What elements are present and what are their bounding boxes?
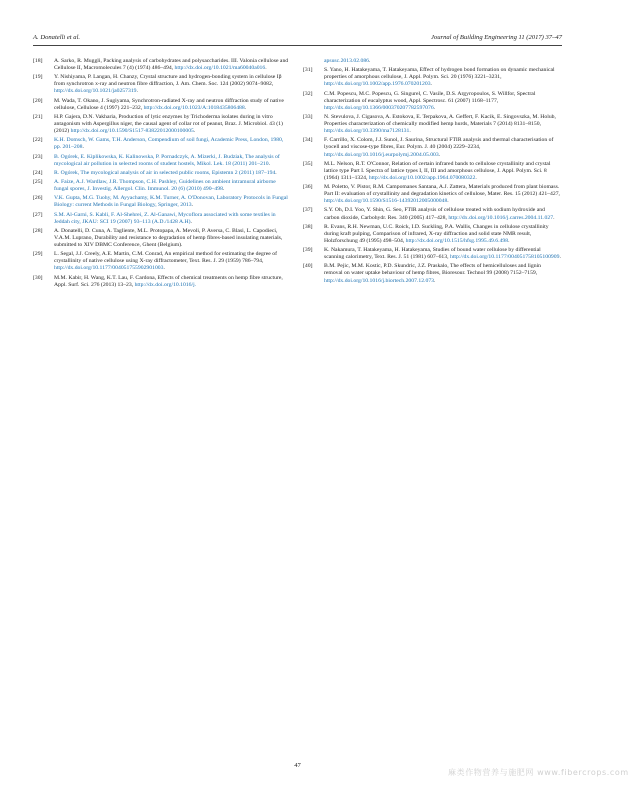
reference-doi-link[interactable]: http://dx.doi.org/10.1016/j. — [134, 281, 197, 288]
reference-number: [28] — [33, 227, 43, 234]
reference-tail: . — [430, 81, 432, 88]
reference-number: [36] — [303, 184, 313, 191]
reference-doi-link[interactable]: http://dx.doi.org/10.1021/ma60040a016 — [174, 65, 266, 72]
reference-doi-link[interactable]: S.M. Al-Garni, S. Kabli, F. Al-Shehrei, Z. Al-Ganawi, Mycoflora associated with some textiles in Jeddah city, JKAU: SCI 19 (2007) 93–113 (A.D./1428 A.H) — [54, 211, 276, 225]
reference-entry — [303, 91, 561, 112]
reference-number: [30] — [33, 274, 43, 281]
reference-text: M. Wada, T. Okano, J. Sugiyama, Synchrotron-radiated X-ray and neutron diffraction study of native cellulose, Cellulose 4 (1997) 221–232, — [54, 97, 284, 111]
reference-number: [26] — [33, 195, 43, 202]
reference-doi-link[interactable]: http://dx.doi.org/10.1366/000370207782597076 — [324, 104, 434, 111]
header-authors: A. Donatelli et al. — [33, 34, 81, 41]
reference-doi-link[interactable]: http://dx.doi.org/10.3390/ma7128131 — [324, 128, 410, 135]
reference-tail: . — [434, 277, 436, 284]
reference-entry — [33, 251, 291, 272]
reference-number: [33] — [303, 113, 313, 120]
reference-entry — [303, 67, 561, 88]
reference-tail: . — [222, 186, 225, 193]
reference-number: [23] — [33, 153, 43, 160]
reference-tail: . — [191, 202, 194, 209]
reference-tail: . — [369, 58, 371, 64]
reference-text: M.L. Nelson, R.T. O'Connor, Relation of certain infrared bands to cellulose crystallinity and crystal lattice type Part I. Spectra of lattice types I, II, III and amorphous cellulose, J. Appl. Polym. Sci. 8 (1964) 1311–1324, — [324, 160, 551, 181]
header-journal: Journal of Building Engineering 11 (2017) 37–47 — [430, 34, 562, 41]
reference-entry — [303, 224, 561, 245]
reference-entry — [33, 228, 291, 249]
reference-entry — [33, 114, 291, 135]
reference-entry — [303, 184, 561, 205]
reference-number: [18] — [33, 58, 43, 64]
reference-entry — [33, 179, 291, 193]
reference-tail: . — [244, 104, 247, 111]
reference-number: [21] — [33, 113, 43, 120]
reference-tail: . — [265, 65, 267, 72]
reference-entry — [303, 58, 561, 65]
reference-doi-link[interactable]: http://dx.doi.org/10.1002/app.1964.070080322 — [368, 174, 476, 181]
reference-text: S.Y. Oh, D.I. Yoo, Y. Shin, G. Seo, FTIR analysis of cellulose treated with sodium hydroxide and carbon dioxide, Carbohydr. Res. 340 (2005) 417–428, — [324, 207, 545, 221]
reference-tail: . — [163, 265, 165, 272]
reference-entry — [303, 137, 561, 158]
reference-number: [31] — [303, 67, 313, 74]
reference-text: S. Yano, H. Hatakeyama, T. Hatakeyama, Effect of hydrogen bond formation on dynamic mechanical properties of amorphous cellulose, J. Appl. Polym. Sci. 20 (1976) 3221–3231, — [324, 67, 555, 81]
reference-doi-link[interactable]: R. Ogórek, The mycological analysis of air in selected public rooms, Epistemn 2 (2011) 187–194 — [54, 169, 276, 176]
reference-doi-link[interactable]: A. Faize, A.J. Wardlaw, J.R. Thompson, C.H. Pashley, Guidelines on ambient intramural airborne fungal spores, J. Investig. Allergol. Clin. Immunol. 20 (6) (2010) 490–498 — [54, 179, 276, 193]
header-rule — [33, 45, 562, 46]
reference-number: [34] — [303, 137, 313, 144]
reference-tail: . — [508, 237, 510, 244]
reference-doi-link[interactable]: http://dx.doi.org/10.1177/004051755902901003 — [54, 265, 164, 272]
reference-tail: . — [438, 151, 441, 158]
reference-entry — [33, 98, 291, 112]
reference-text: M.M. Kabir, H. Wang, K.T. Lau, F. Cardona, Effects of chemical treatments on hemp fibre structure, Appl. Surf. Sci. 276 (2013) 13–23, — [54, 274, 283, 288]
reference-doi-link[interactable]: http://dx.doi.org/10.1177/004051758105100909 — [449, 254, 560, 261]
reference-number: [35] — [303, 160, 313, 167]
reference-entry — [33, 74, 291, 95]
reference-number: [29] — [33, 251, 43, 258]
reference-entry — [303, 114, 561, 135]
reference-tail: . — [475, 174, 477, 181]
reference-tail: . — [433, 104, 436, 111]
reference-text: A. Donatelli, D. Cuna, A. Tagliente, M.L. Protopapa, A. Mevoli, P. Aversa, C. Blasi, L. Capodieci, V.A.M. Luprano, Durability and resistance to degradation of hemp fibres-based insulating materials, submitted to XIV DBMC Conference, Ghent (Belgium). — [54, 227, 283, 249]
reference-text: K. Nakamura, T. Hatakeyama, H. Hatakeyama, Studies of bound water cellulose by differential scanning calorimetry, Text. Res. J. 51 (1981) 607–613, — [324, 247, 541, 261]
reference-entry — [303, 207, 561, 221]
reference-number: [19] — [33, 74, 43, 81]
reference-text: M. Poletto, V. Pistor, R.M. Campomanes Santana, A.J. Zattera, Materials produced from plant biomass. Part II: evaluation of crystallinity and degradation kinetics of cellulose, Mater. Res. 15 (2012) 421–427, — [324, 184, 560, 198]
reference-tail: . — [447, 198, 449, 205]
reference-entry — [303, 263, 561, 284]
reference-doi-link[interactable]: http://dx.doi.org/10.1515/hfsg.1995.49.6.498 — [405, 237, 509, 244]
reference-entry — [33, 212, 291, 226]
reference-doi-link[interactable]: K.H. Domsch, W. Gams, T.H. Anderson, Compendium of soil fungi, Academic Press, London, 1980, pp. 201–208 — [54, 137, 284, 151]
reference-doi-link[interactable]: apsusc.2013.02.086 — [324, 58, 370, 64]
reference-entry — [33, 137, 291, 151]
reference-tail: . — [193, 128, 196, 135]
reference-number: [40] — [303, 263, 313, 270]
reference-tail: . — [275, 169, 277, 176]
reference-text: Y. Nishiyama, P. Langan, H. Chanzy, Crystal structure and hydrogen-bonding system in cellulose Iβ from synchrotron x-ray and neutron fibre diffraction, J. Am. Chem. Soc. 124 (2002) 9074–9082, — [54, 74, 282, 88]
reference-tail: . — [190, 218, 192, 225]
reference-entry — [33, 58, 291, 72]
reference-number: [25] — [33, 179, 43, 186]
reference-tail: . — [559, 254, 561, 261]
reference-entry — [33, 195, 291, 209]
references-right-column — [303, 58, 561, 287]
reference-number: [24] — [33, 169, 43, 176]
reference-doi-link[interactable]: http://dx.doi.org/10.1002/app.1976.070201203 — [324, 81, 431, 88]
reference-text: A. Sarko, R. Muggli, Packing analysis of carbohydrates and polysaccharides. III. Valonia cellulose and Cellulose II, Macromolecules 7 (4) (1974) 486–494, — [54, 58, 289, 72]
reference-tail: . — [268, 160, 271, 167]
reference-number: [38] — [303, 223, 313, 230]
reference-doi-link[interactable]: http://dx.doi.org/10.1590/S1517-83822012000100005 — [70, 128, 194, 135]
reference-number: [20] — [33, 97, 43, 104]
reference-text: N. Stevulova, J. Cigasova, A. Estokova, E. Terpakova, A. Geffert, F. Kacik, E. Singovszka, M. Holub, Properties characterization of chemically modified hemp hurds, Materials 7 (2014) 8131–8150, — [324, 113, 556, 128]
reference-doi-link[interactable]: http://dx.doi.org/10.1016/j.biortech.2007.12.073 — [324, 277, 435, 284]
reference-text: C.M. Popescu, M.C. Popescu, G. Singurel, C. Vasile, D.S. Argyropoulos, S. Willfor, Spectral characterization of eucalyptus wood, Appl. Spectrosc. 61 (2007) 1168–1177, — [324, 90, 536, 104]
reference-tail: . — [136, 88, 138, 95]
reference-doi-link[interactable]: B. Ogórek, E. Kiplikowska, K. Kalinowska, P. Pornadczyk, A. Mizerki, J. Budziak, The analysis of mycological air pollution in selected rooms of student hostels, Mikol. Lek. 18 (2011) 201–210 — [54, 153, 280, 167]
reference-tail: . — [553, 214, 555, 221]
reference-entry — [33, 275, 291, 289]
reference-doi-link[interactable]: V.K. Gupta, M.G. Tuohy, M. Ayyachamy, K.M. Turner, A. O'Donovan, Laboratory Protocols in Fungal Biology: current Methods in Fungal Biology, Springer, 2013 — [54, 195, 288, 209]
page-number: 47 — [294, 762, 301, 769]
reference-number: [27] — [33, 211, 43, 218]
reference-text: R. Evans, R.H. Newman, U.C. Roick, I.D. Suckling, P.A. Wallis, Changes in cellulose crystallinity during kraft pulping, Comparison of infrared, X-ray diffraction and solid state NMR result, Holzforschung 49 (1995) 498–504, — [324, 223, 549, 244]
reference-doi-link[interactable]: http://dx.doi.org/10.1590/S1516-14392012005000048 — [324, 198, 448, 205]
reference-text: F. Carrillo, X. Colom, J.J. Sunol, J. Saurina, Structural FTIR analysis and thermal characterisation of lyocell and viscose-type fibres, Eur. Polym. J. 40 (2004) 2229–2234, — [324, 137, 554, 151]
reference-text: B.M. Pejic, M.M. Kostic, P.D. Skundric, J.Z. Praskalo, The effects of hemicelluloses and lignin removal on water uptake behaviour of hemp fibres, Bioresour. Technol 99 (2008) 7152–7159, — [324, 263, 541, 277]
reference-number: [37] — [303, 207, 313, 214]
watermark: 麻类作物营养与施肥网 www.fibercrops.com — [448, 768, 629, 777]
reference-entry — [33, 170, 291, 177]
reference-number: [22] — [33, 137, 43, 144]
reference-doi-link[interactable]: http://dx.doi.org/10.1023/A:1018435806488 — [143, 104, 245, 111]
reference-text: L. Segal, J.J. Creely, A.E. Martin, C.M. Conrad, An empirical method for estimating the degree of crystallinity of native cellulose using X-ray diffractometer, Text. Res. J. 29 (1959) 786–794, — [54, 251, 277, 265]
reference-tail: . — [82, 144, 84, 151]
reference-number: [32] — [303, 90, 313, 97]
reference-doi-link[interactable]: http://dx.doi.org/10.1016/j.eurpolymj.2004.05.003 — [324, 151, 439, 158]
reference-number: [39] — [303, 247, 313, 254]
references-left-column — [33, 58, 291, 291]
reference-doi-link[interactable]: http://dx.doi.org/10.1016/j.carres.2004.11.027 — [448, 214, 554, 221]
reference-entry — [33, 154, 291, 168]
reference-entry — [303, 161, 561, 182]
reference-text: H.P. Gajera, D.N. Vakharia, Production of lytic enzymes by Trichoderma isolates during in vitro antagonism with Aspergillus niger, the causal agent of collar rot of peanut, Braz. J. Microbiol. 43 (1) (2012) — [54, 113, 283, 135]
reference-entry — [303, 247, 561, 261]
reference-tail: . — [409, 128, 411, 135]
reference-doi-link[interactable]: http://dx.doi.org/10.1021/ja0257319 — [54, 88, 137, 95]
